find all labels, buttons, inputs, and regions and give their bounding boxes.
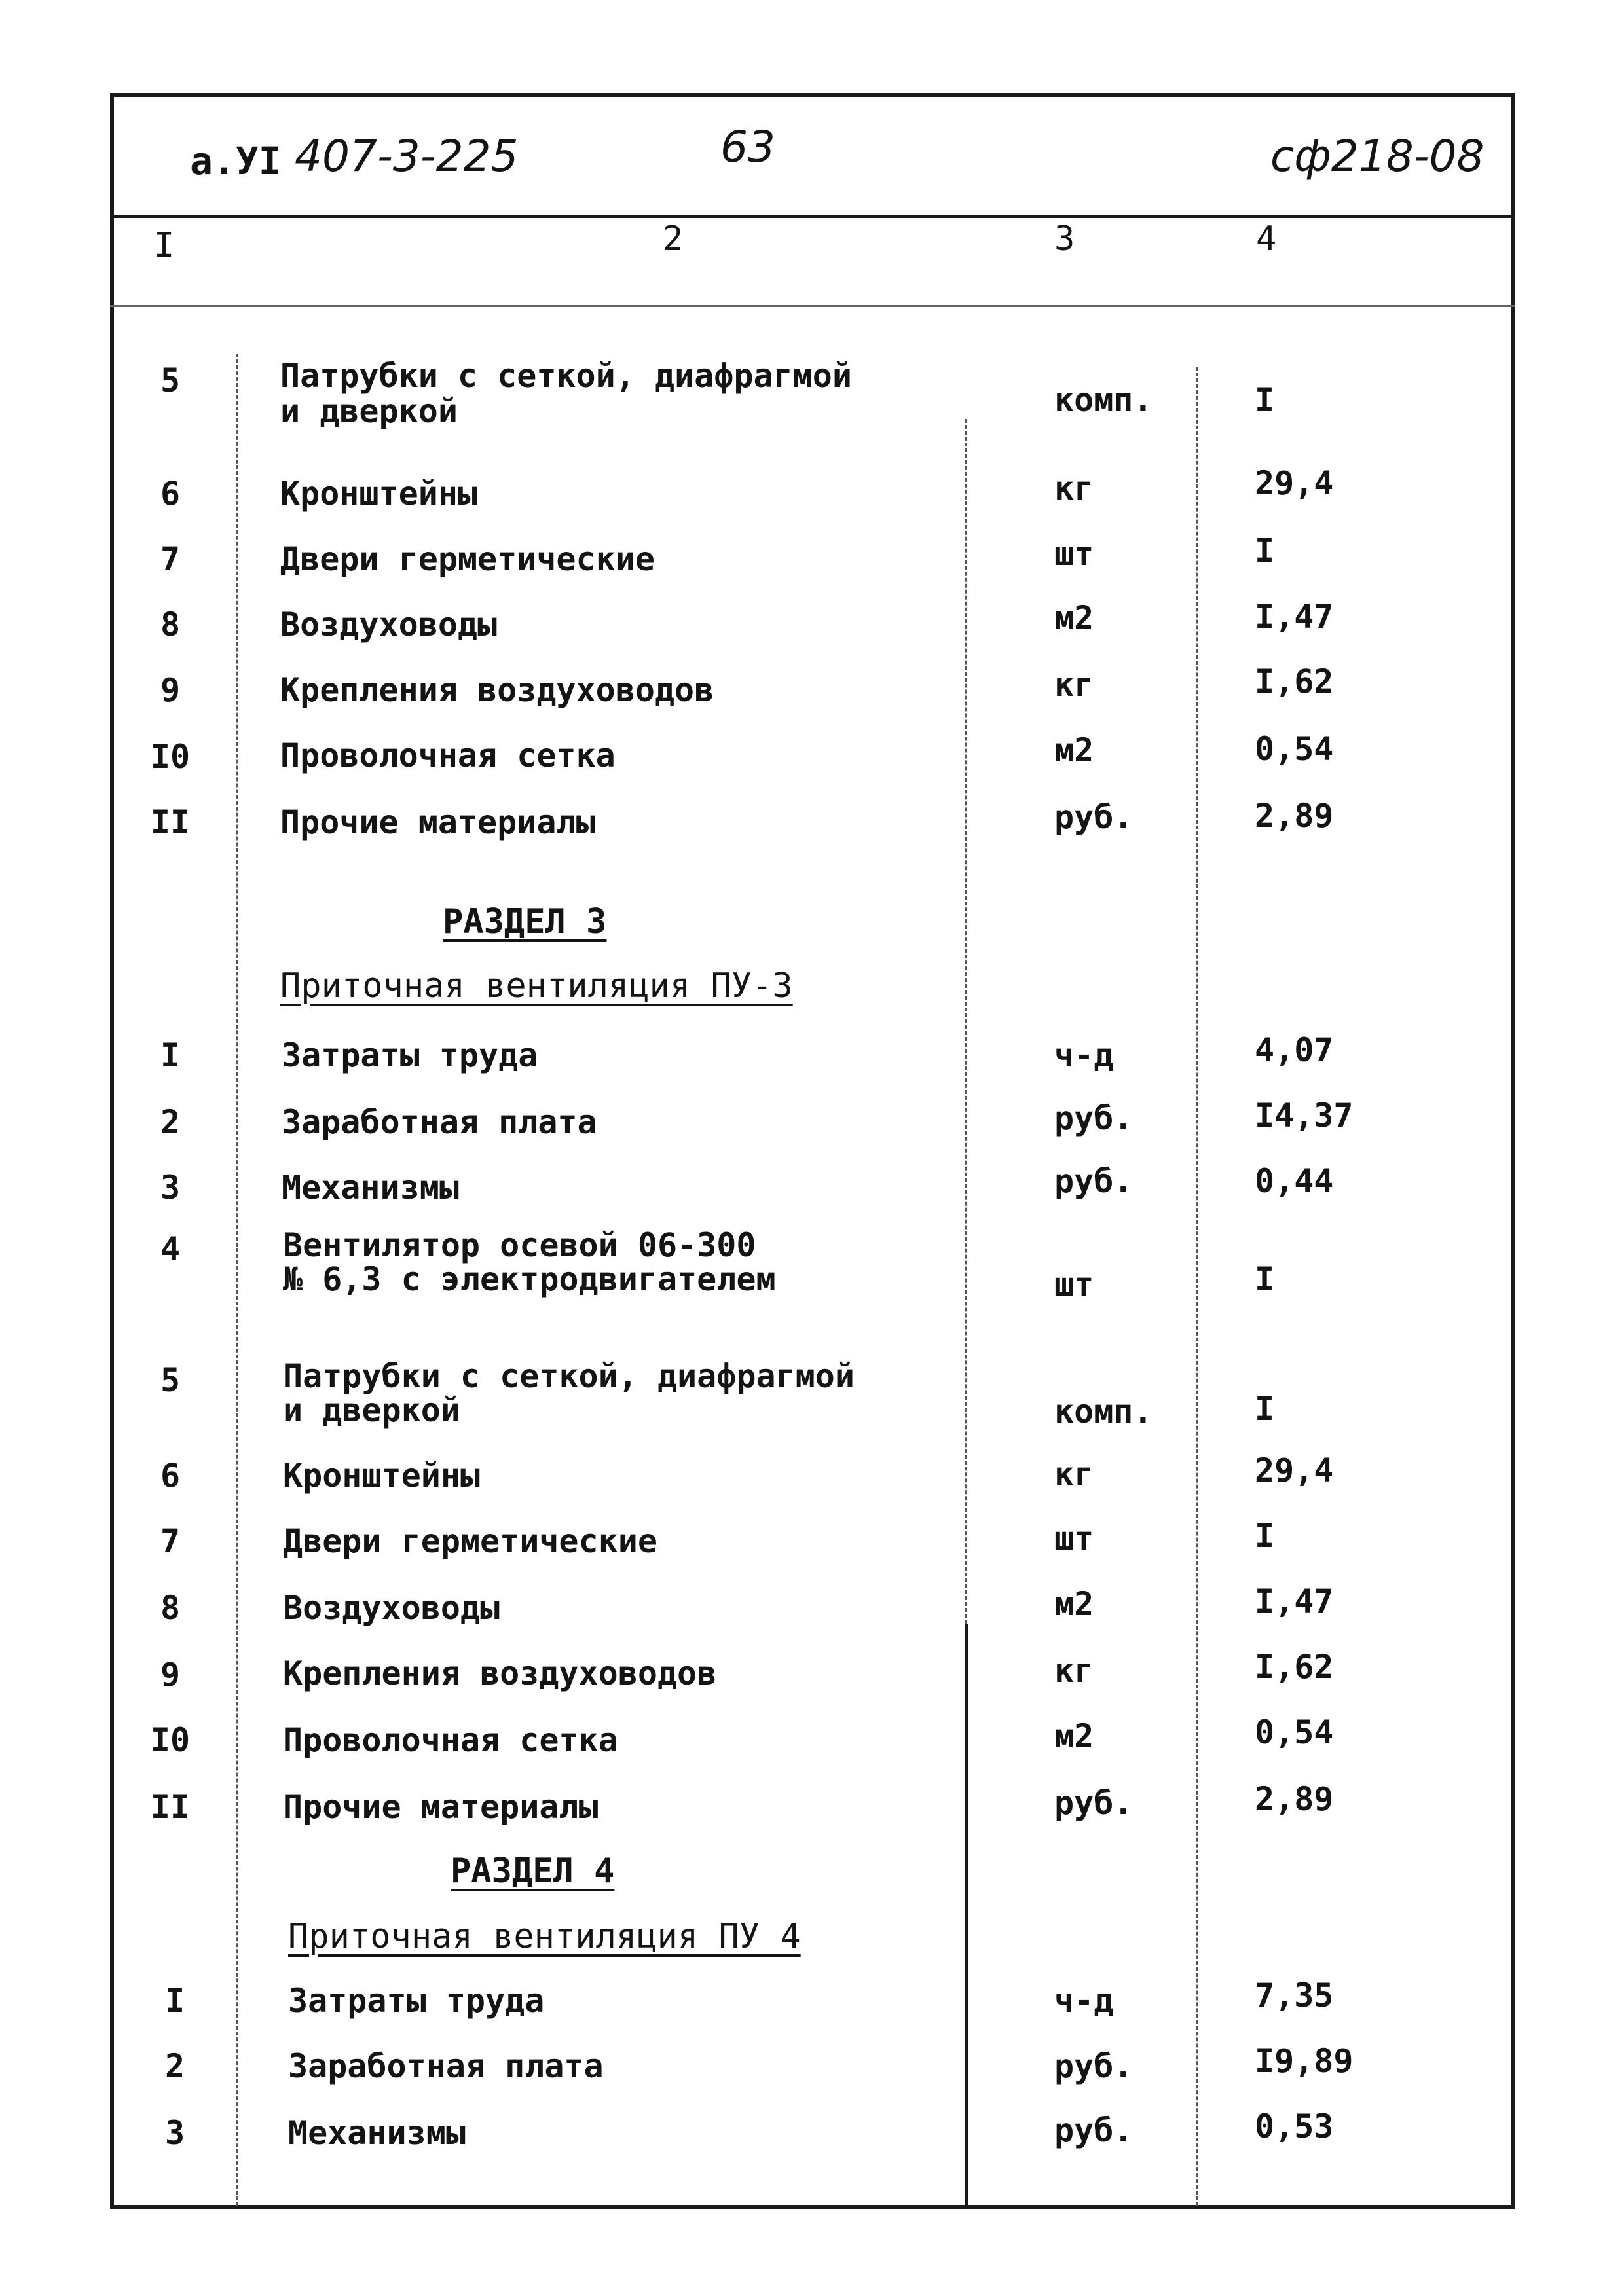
row-name: Механизмы [288, 2114, 466, 2152]
row-name: Двери герметические [280, 540, 655, 578]
row-number: 2 [164, 2047, 185, 2085]
row-value: 4,07 [1255, 1031, 1334, 1069]
row-unit: кг [1054, 1455, 1094, 1493]
row-name: Проволочная сетка [280, 737, 616, 774]
column-header-3: 3 [1054, 219, 1075, 259]
row-name: Патрубки с сеткой, диафрагмой [280, 357, 852, 395]
row-number: II [150, 1788, 191, 1826]
row-number: I [160, 1036, 181, 1074]
row-number: 5 [160, 361, 181, 399]
section-4-subtitle: Приточная вентиляция ПУ_4 [288, 1917, 801, 1956]
section-3-title: РАЗДЕЛ 3 [443, 902, 607, 941]
row-name-continued: и дверкой [280, 392, 458, 430]
row-value: 0,54 [1255, 730, 1334, 768]
col1-separator [236, 354, 238, 2206]
row-name: Патрубки с сеткой, диафрагмой [283, 1357, 855, 1395]
column-header-divider [110, 305, 1515, 307]
row-unit: кг [1054, 1652, 1094, 1690]
row-unit: кг [1054, 469, 1094, 507]
row-number: I0 [150, 738, 191, 776]
row-number: 4 [160, 1230, 181, 1268]
row-name: Воздуховоды [283, 1589, 500, 1627]
row-value: I,47 [1255, 598, 1334, 636]
row-unit: кг [1054, 666, 1094, 704]
row-name: Затраты труда [288, 1982, 545, 2020]
row-value: I [1255, 532, 1275, 570]
row-value: I4,37 [1255, 1097, 1354, 1135]
row-value: 2,89 [1255, 1780, 1334, 1818]
row-value: I,47 [1255, 1582, 1334, 1620]
row-unit: руб. [1054, 1784, 1134, 1822]
col3-separator [1196, 367, 1198, 2206]
row-number: I [164, 1982, 185, 2020]
row-unit: комп. [1054, 381, 1153, 419]
page-number: 63 [720, 122, 775, 172]
row-number: 8 [160, 606, 181, 644]
row-number: 6 [160, 1457, 181, 1495]
row-value: I,62 [1255, 1648, 1334, 1686]
row-name-continued: № 6,3 с электродвигателем [283, 1260, 776, 1298]
row-value: I [1255, 1390, 1275, 1428]
row-name: Прочие материалы [280, 803, 596, 841]
row-name: Вентилятор осевой 06-300 [283, 1226, 756, 1264]
column-header-1: I [154, 226, 175, 265]
row-unit: м2 [1054, 1717, 1094, 1755]
row-name: Прочие материалы [283, 1788, 599, 1826]
row-name: Кронштейны [280, 475, 478, 513]
row-unit: ч-д [1054, 1036, 1114, 1074]
project-code: 407-3-225 [295, 131, 519, 181]
row-unit: руб. [1054, 2111, 1134, 2149]
row-value: 0,54 [1255, 1713, 1334, 1751]
row-value: I9,89 [1255, 2042, 1354, 2080]
section-4-title: РАЗДЕЛ 4 [451, 1851, 615, 1891]
row-unit: руб. [1054, 1099, 1134, 1137]
row-name: Двери герметические [283, 1522, 657, 1560]
col2-separator-upper [965, 419, 967, 1624]
row-value: I,62 [1255, 663, 1334, 701]
section-3-subtitle: Приточная вентиляция ПУ-3 [280, 966, 793, 1006]
row-unit: шт [1054, 535, 1094, 573]
row-unit: м2 [1054, 1585, 1094, 1623]
row-unit: комп. [1054, 1393, 1153, 1430]
row-unit: м2 [1054, 731, 1094, 769]
row-name-continued: и дверкой [283, 1391, 460, 1429]
row-number: 6 [160, 475, 181, 513]
row-value: 2,89 [1255, 797, 1334, 835]
row-value: 0,44 [1255, 1162, 1334, 1200]
row-value: 7,35 [1255, 1977, 1334, 2014]
col2-separator [965, 1624, 968, 2209]
row-number: 7 [160, 1522, 181, 1560]
row-name: Проволочная сетка [283, 1721, 618, 1759]
row-unit: руб. [1054, 798, 1134, 836]
column-header-4: 4 [1256, 219, 1277, 259]
row-number: 7 [160, 540, 181, 578]
row-unit: м2 [1054, 599, 1094, 637]
row-unit: шт [1054, 1520, 1094, 1558]
row-value: I [1255, 1517, 1275, 1555]
row-number: 9 [160, 671, 181, 709]
row-value: 0,53 [1255, 2107, 1334, 2145]
row-name: Заработная плата [288, 2047, 604, 2085]
row-number: 9 [160, 1656, 181, 1694]
row-name: Воздуховоды [280, 606, 498, 644]
column-header-2: 2 [663, 219, 684, 259]
row-value: I [1255, 1260, 1275, 1298]
row-unit: ч-д [1054, 1982, 1114, 2020]
row-unit: шт [1054, 1266, 1094, 1303]
sheet-code: сф218-08 [1270, 131, 1485, 181]
row-number: 5 [160, 1361, 181, 1399]
row-value: 29,4 [1255, 1451, 1334, 1489]
album-prefix: а.УI [190, 139, 282, 183]
row-unit: руб. [1054, 1162, 1134, 1200]
row-name: Заработная плата [282, 1103, 597, 1141]
row-number: I0 [150, 1721, 191, 1759]
row-unit: руб. [1054, 2047, 1134, 2085]
row-number: 8 [160, 1589, 181, 1627]
row-number: 2 [160, 1103, 181, 1141]
row-name: Затраты труда [282, 1036, 538, 1074]
row-number: 3 [160, 1169, 181, 1207]
row-number: II [150, 803, 191, 841]
row-name: Крепления воздуховодов [280, 671, 714, 709]
header-divider [110, 215, 1515, 218]
row-name: Крепления воздуховодов [283, 1654, 717, 1692]
row-value: I [1255, 381, 1275, 419]
row-value: 29,4 [1255, 464, 1334, 502]
row-name: Механизмы [282, 1169, 459, 1207]
row-name: Кронштейны [283, 1457, 481, 1495]
row-number: 3 [164, 2114, 185, 2152]
